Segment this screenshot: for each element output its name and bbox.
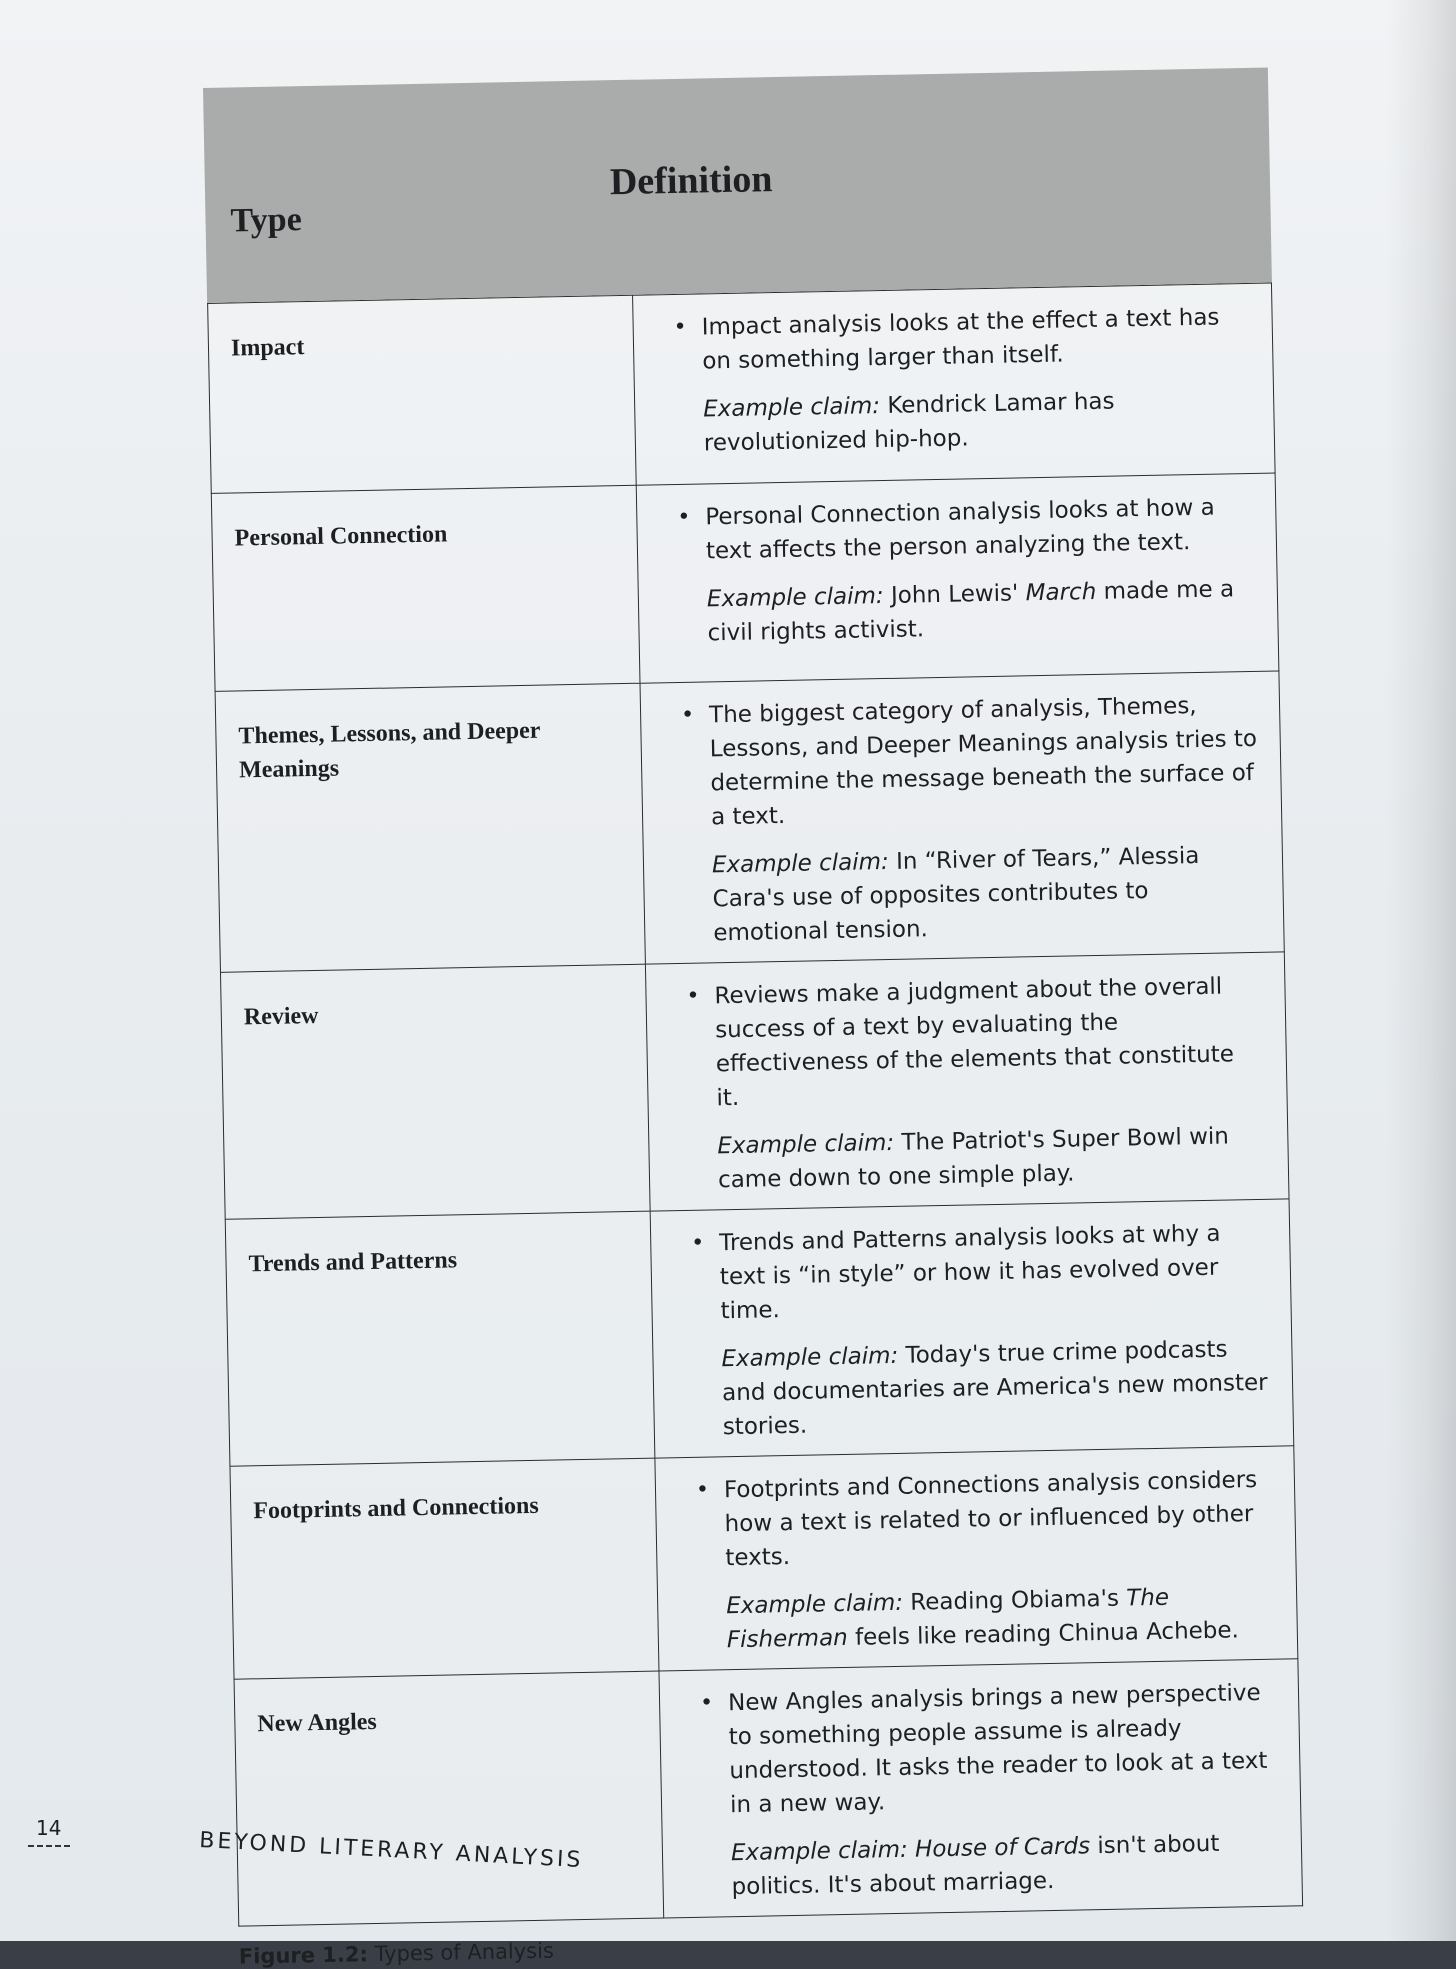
definition-text: Impact analysis looks at the effect a text has on something larger than itself. bbox=[701, 304, 1220, 375]
table-header bbox=[203, 68, 1272, 303]
example-claim-text: Today's true crime podcasts and documentaries are America's new monster stories. bbox=[721, 1336, 1268, 1441]
table-row bbox=[211, 473, 1279, 691]
page-number: 14 bbox=[36, 1816, 62, 1840]
example-claim-label: Example claim: bbox=[706, 583, 884, 613]
bullet-icon: • bbox=[691, 1230, 705, 1256]
definition-item bbox=[677, 490, 1254, 569]
row-type-label: Trends and Patterns bbox=[248, 1247, 458, 1278]
definition-text: Reviews make a judgment about the overall success of a text by evaluating the effectiveness of the elements that constitute it. bbox=[714, 973, 1235, 1112]
page-number-rule bbox=[28, 1845, 70, 1847]
definition-item bbox=[700, 1676, 1279, 1823]
example-claim-text: feels like reading Chinua Achebe. bbox=[847, 1617, 1240, 1651]
page-edge-shadow bbox=[1386, 0, 1456, 1941]
example-claim-label: Example claim: bbox=[730, 1836, 908, 1867]
example-claim-label: Example claim: bbox=[717, 1129, 895, 1160]
row-definition-cell bbox=[636, 473, 1279, 683]
row-type-cell bbox=[208, 295, 637, 493]
example-claim-text: In “River of Tears,” Alessia Cara's use of opposites contributes to emotional tension. bbox=[712, 843, 1200, 947]
example-claim-text: March bbox=[1025, 578, 1097, 607]
row-type-label: New Angles bbox=[257, 1708, 377, 1738]
figure-caption bbox=[239, 1924, 1304, 1968]
row-type-cell bbox=[225, 1211, 655, 1466]
example-claim bbox=[703, 1826, 1280, 1905]
row-type-cell bbox=[230, 1458, 659, 1679]
figure-title: Types of Analysis bbox=[374, 1938, 555, 1967]
example-claim-text: John Lewis' bbox=[890, 580, 1026, 609]
row-type-label: Personal Connection bbox=[234, 521, 448, 552]
header-type-label: Type bbox=[230, 201, 303, 240]
row-type-cell bbox=[211, 485, 640, 691]
table-row bbox=[230, 1446, 1298, 1679]
bullet-icon: • bbox=[677, 504, 691, 530]
row-definition-cell bbox=[645, 952, 1289, 1211]
definition-item bbox=[686, 969, 1265, 1116]
example-claim bbox=[675, 382, 1252, 461]
row-definition-cell bbox=[655, 1446, 1298, 1671]
row-type-cell bbox=[220, 964, 650, 1219]
definition-text: Personal Connection analysis looks at how a text affects the person analyzing the text. bbox=[705, 494, 1215, 565]
definition-item bbox=[696, 1463, 1274, 1576]
example-claim-label: Example claim: bbox=[721, 1342, 899, 1373]
example-claim-label: Example claim: bbox=[703, 393, 881, 423]
example-claim-text: The Patriot's Super Bowl win came down to one simple play. bbox=[717, 1123, 1230, 1194]
definition-item bbox=[681, 688, 1260, 835]
bullet-icon: • bbox=[695, 1477, 710, 1503]
example-claim-text: made me a civil rights activist. bbox=[707, 576, 1235, 647]
row-definition-cell bbox=[633, 283, 1276, 485]
row-type-label: Themes, Lessons, and Deeper Meanings bbox=[238, 717, 541, 784]
bullet-icon: • bbox=[686, 983, 700, 1009]
row-type-label: Impact bbox=[230, 334, 305, 362]
bullet-icon: • bbox=[699, 1690, 714, 1716]
table-row bbox=[225, 1199, 1294, 1466]
table-row bbox=[234, 1659, 1303, 1926]
row-type-cell bbox=[215, 683, 645, 972]
example-claim bbox=[684, 838, 1262, 951]
row-type-cell bbox=[234, 1671, 664, 1926]
table-row bbox=[215, 671, 1284, 972]
example-claim bbox=[698, 1579, 1275, 1658]
definition-item bbox=[691, 1216, 1269, 1329]
definition-text: The biggest category of analysis, Themes, Lessons, and Deeper Meanings analysis tries to determine the message beneath the surface of a text. bbox=[708, 693, 1258, 831]
analysis-types-figure bbox=[203, 68, 1304, 1969]
running-title: BEYOND LITERARY ANALYSIS bbox=[198, 1828, 585, 1874]
example-claim-text: Reading Obiama's bbox=[910, 1585, 1127, 1616]
table-row bbox=[220, 952, 1289, 1219]
analysis-types-table bbox=[207, 283, 1303, 1927]
row-definition-cell bbox=[659, 1659, 1303, 1918]
example-claim bbox=[693, 1332, 1271, 1445]
table-row bbox=[208, 283, 1275, 493]
definition-text: New Angles analysis brings a new perspective to something people assume is already understood. It asks the reader to look at a text in a new way. bbox=[727, 1679, 1268, 1819]
row-definition-cell bbox=[650, 1199, 1294, 1458]
example-claim-text: The Fisherman bbox=[726, 1584, 1170, 1654]
example-claim-text: isn't about politics. It's about marriage. bbox=[731, 1830, 1220, 1901]
example-claim-text: Kendrick Lamar has revolutionized hip-hop. bbox=[703, 388, 1115, 457]
table-body bbox=[208, 283, 1303, 1926]
bullet-icon: • bbox=[680, 702, 695, 728]
row-type-label: Review bbox=[243, 1002, 319, 1031]
header-definition-label: Definition bbox=[609, 158, 773, 204]
definition-text: Footprints and Connections analysis considers how a text is related to or influenced by other texts. bbox=[723, 1467, 1258, 1572]
example-claim-label: Example claim: bbox=[711, 848, 890, 879]
row-type-label: Footprints and Connections bbox=[253, 1492, 539, 1525]
example-claim-label: Example claim: bbox=[725, 1589, 904, 1620]
definition-item bbox=[673, 300, 1250, 379]
definition-text: Trends and Patterns analysis looks at why a text is “in style” or how it has evolved over time. bbox=[719, 1220, 1221, 1325]
figure-label: Figure 1.2: bbox=[238, 1942, 369, 1969]
row-definition-cell bbox=[640, 671, 1284, 964]
bullet-icon: • bbox=[673, 314, 687, 341]
example-claim-text: House of Cards bbox=[914, 1833, 1091, 1863]
example-claim bbox=[689, 1119, 1266, 1198]
example-claim bbox=[679, 572, 1256, 651]
